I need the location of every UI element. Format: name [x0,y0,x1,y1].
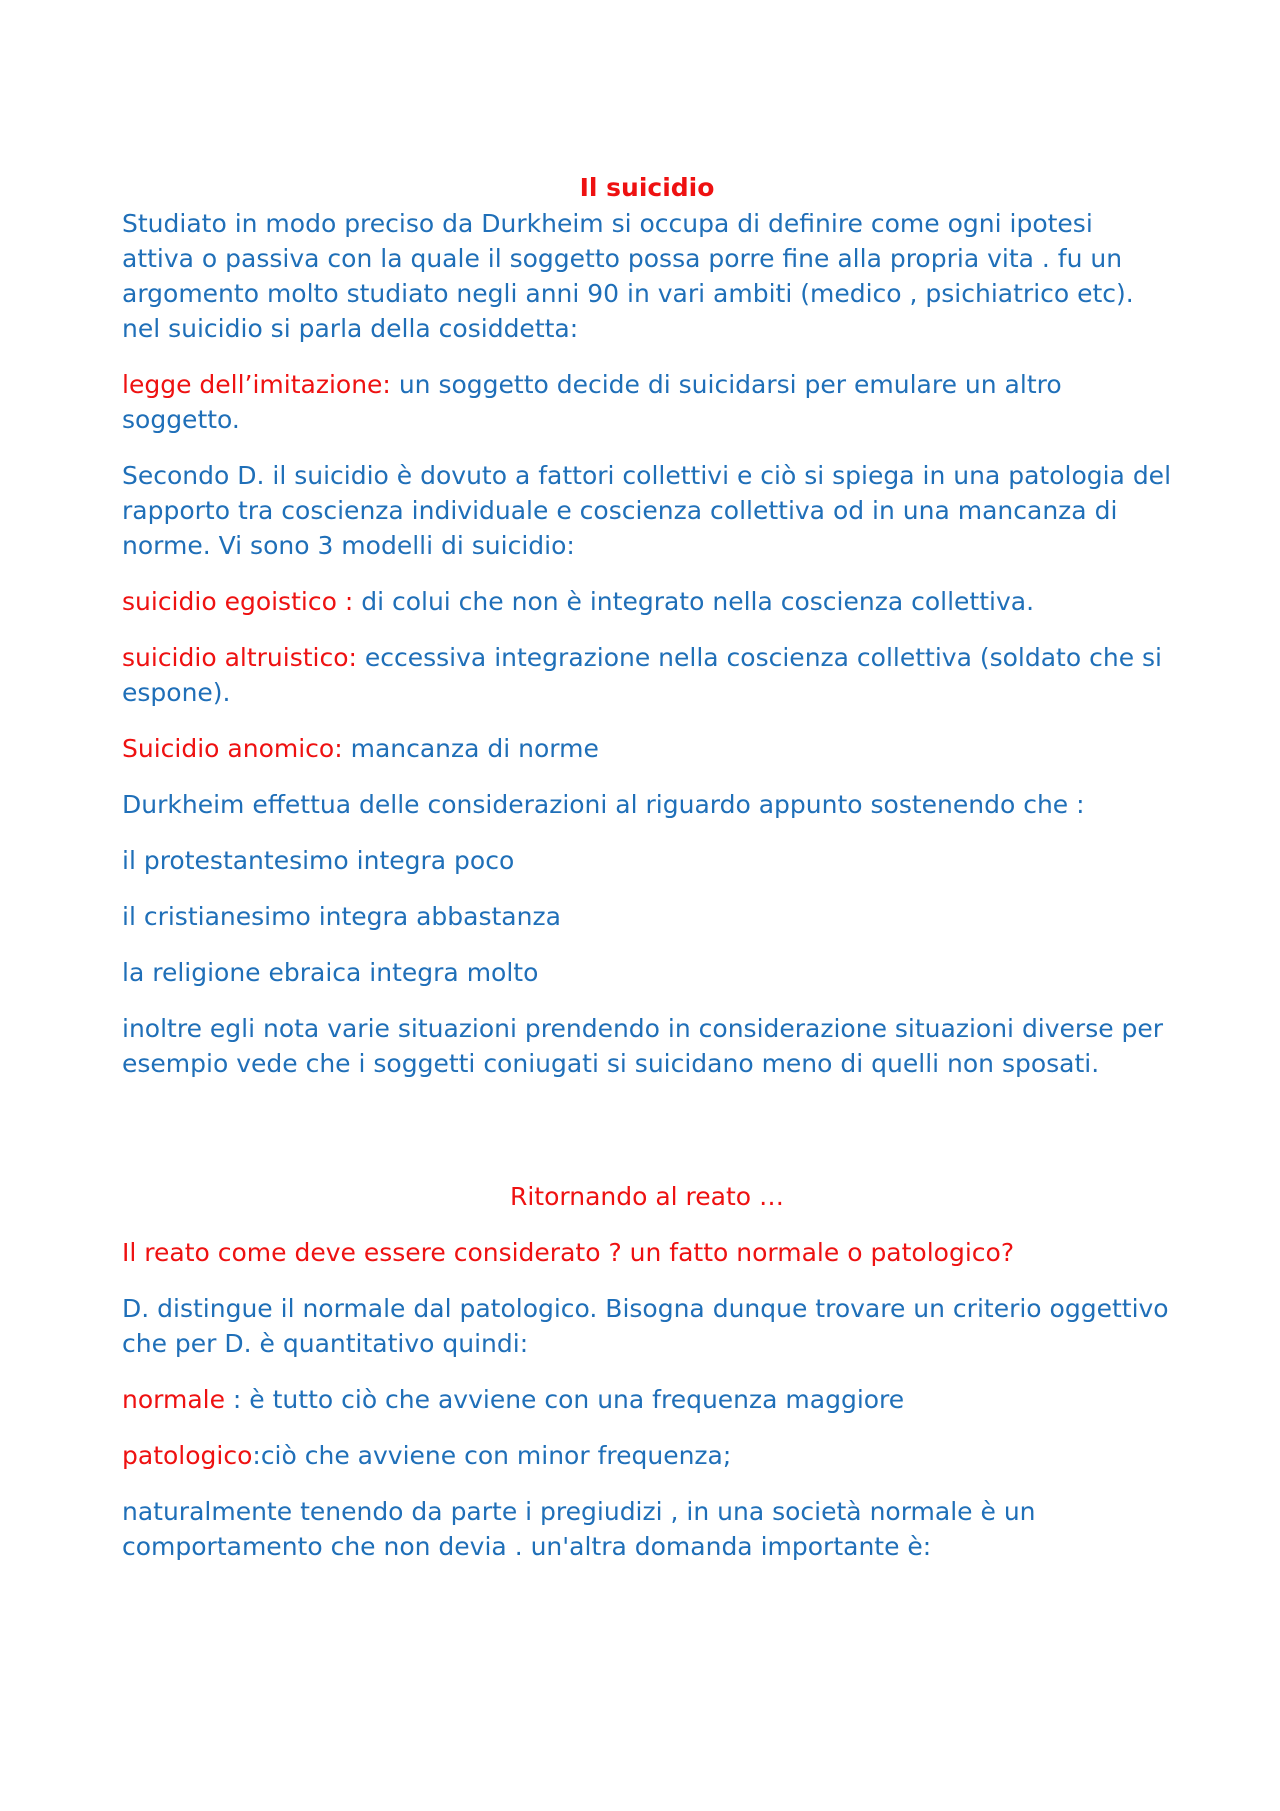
model-egoistic-term: suicidio egoistico : [122,587,354,616]
religion-jewish: la religione ebraica integra molto [122,958,539,987]
section-spacer [122,1102,1172,1179]
imitation-text: un soggetto decide di suicidarsi per emulare un altro soggetto. [122,370,1062,434]
model-altruistic-text: eccessiva integrazione nella coscienza collettiva (soldato che si espone). [122,643,1162,707]
distinction-paragraph: D. distingue il normale dal patologico. Bisogna dunque trovare un criterio oggettivo che per D. è quantitativo quindi: [122,1294,1169,1358]
definition-pathological-term: patologico [122,1441,253,1470]
closing-paragraph: naturalmente tenendo da parte i pregiudizi , in una società normale è un comportamento che non devia . un'altra domanda importante è: [122,1497,1036,1561]
definition-normal-text: : è tutto ciò che avviene con una frequenza maggiore [224,1385,905,1414]
page-title-text: Il suicidio [579,173,715,202]
religion-protestant: il protestantesimo integra poco [122,846,515,875]
model-anomic-term: Suicidio anomico: [122,734,343,763]
document-body [122,170,1172,1585]
model-altruistic-term: suicidio altruistico: [122,643,357,672]
page-title [122,170,1172,206]
considerations-paragraph: Durkheim effettua delle considerazioni al riguardo appunto sostenendo che : [122,790,1085,819]
definition-pathological-text: :ciò che avviene con minor frequenza; [252,1441,732,1470]
section2-title: Ritornando al reato … [509,1182,785,1211]
model-anomic [122,731,1172,766]
model-altruistic [122,640,1172,710]
religion-christian: il cristianesimo integra abbastanza [122,902,561,931]
married-paragraph: inoltre egli nota varie situazioni prendendo in considerazione situazioni diverse per esempio vede che i soggetti coniugati si suicidano meno di quelli non sposati. [122,1014,1164,1078]
definition-pathological [122,1438,1172,1473]
definition-normal [122,1382,1172,1417]
second-paragraph: Secondo D. il suicidio è dovuto a fattori collettivi e ciò si spiega in una patologia del rapporto tra coscienza individuale e coscienza collettiva od in una mancanza di norme. Vi sono 3 modelli di suicidio: [122,461,1172,560]
definition-normal-term: normale [122,1385,225,1414]
intro-paragraph: Studiato in modo preciso da Durkheim si occupa di definire come ogni ipotesi attiva o passiva con la quale il soggetto possa porre fine alla propria vita . fu un argomento molto studiato negli anni 90 in vari ambiti (medico , psichiatrico etc). nel suicidio si parla della cosiddetta: [122,209,1134,343]
model-anomic-text: mancanza di norme [342,734,599,763]
question-paragraph: Il reato come deve essere considerato ? un fatto normale o patologico? [122,1238,1015,1267]
model-egoistic [122,584,1172,619]
imitation-term: legge dell’imitazione: [122,370,391,399]
imitation-paragraph [122,367,1172,437]
model-egoistic-text: di colui che non è integrato nella coscienza collettiva. [353,587,1035,616]
